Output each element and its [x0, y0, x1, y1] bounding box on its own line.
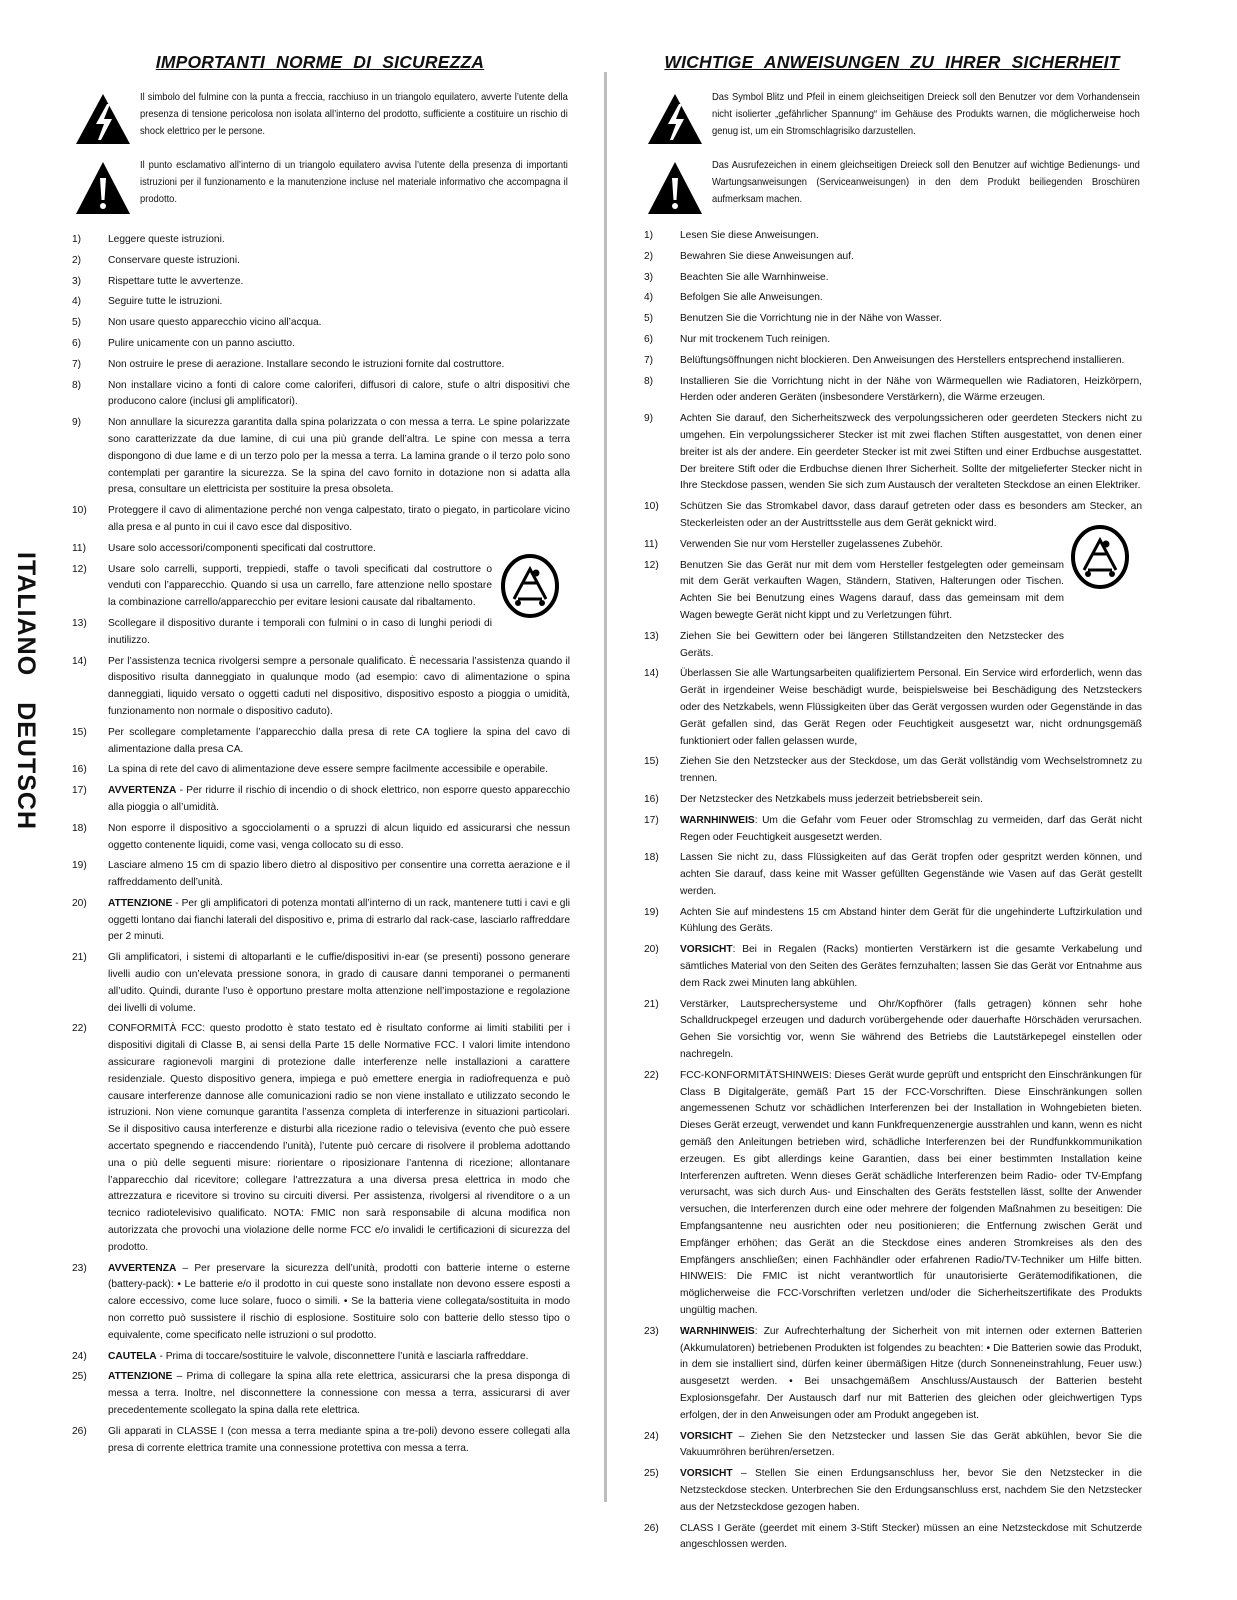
list-item [70, 950, 570, 1017]
item-text [108, 1021, 570, 1256]
italian-warning-lightning-text: Il simbolo del fulmine con la punta a freccia, racchiuso in un triangolo equilatero, avverte l’utente della presenza di tensione pericolosa non isolata all’interno del prodotto, sufficiente a costituire un rischio di shock elettrico per le persone. [140, 92, 568, 137]
item-body: Pulire unicamente con un panno asciutto. [108, 337, 295, 349]
item-body: Gli amplificatori, i sistemi di altoparlanti e le cuffie/dispositivi in-ear (se presenti) possono generare livelli audio con un’elevata pressione sonora, in grado di causare danni temporanei o permanenti all’udito. Quindi, durante l’uso è opportuno prestare molta attenzione nell’impostazione e regolazione dei livelli di volume. [108, 952, 570, 1014]
list-item [70, 762, 570, 779]
item-body: Non installare vicino a fonti di calore come caloriferi, diffusori di calore, stufe o altri dispositivi che producono calore (inclusi gli amplificatori). [108, 379, 570, 408]
item-number: 14) [72, 655, 87, 667]
item-text [108, 950, 570, 1017]
item-body: : Zur Aufrechterhaltung der Sicherheit von mit internen oder externen Batterien (Akkumulatoren) betriebenen Produkten ist folgendes zu beachten: • Die Batterien sowie das Produkt, in dem sie installiert sind, dürfen keiner übermäßigen Hitze (durch Sonneneinstrahlung, Feuer usw.) ausgesetzt werden. • Bei unsachgemäßem Anschluss/Austausch der Batterien besteht Explosionsgefahr. Der Austausch darf nur mit Batterien des gleichen oder gleichwertigen Typs erfolgen, der in den Anweisungen oder am Produkt angegeben ist. [680, 1325, 1142, 1421]
item-text [108, 896, 570, 946]
item-body: Benutzen Sie die Vorrichtung nie in der Nähe von Wasser. [680, 313, 942, 325]
list-item [642, 374, 1142, 408]
item-text [680, 411, 1142, 495]
item-body: FCC-KONFORMITÄTSHINWEIS: Dieses Gerät wurde geprüft und entspricht den Einschränkungen für Class B Digitalgeräte, gemäß Part 15 der FCC-Vorschriften. Diese Einschränkungen sollen angemessenen Schutz vor schädlichen Interferenzen bei der Installation in Wohngebieten bieten. Dieses Gerät erzeugt, verwendet und kann Funkfrequenzenergie ausstrahlen und kann, wenn es nicht gemäß den Anleitungen betrieben wird, schädliche Interferenzen bei der Rundfunkkommunikation erzeugen. Es gibt allerdings keine Garantien, dass bei einer bestimmten Installation keine Interferenzen auftreten. Wenn dieses Gerät schädliche Interferenzen beim Radio- oder TV-Empfang verursacht, was sich durch Aus- und Einschalten des Geräts feststellen lässt, sollte der Anwender versuchen, die Interferenzen durch eine oder mehrere der folgenden Maßnahmen zu beseitigen: Die Empfangsantenne neu ausrichten oder neu positionieren; die Entfernung zwischen Gerät und Empfänger erhöhen; das Gerät an die Steckdose eines anderen Stromkreises als den des Empfängers anschließen; einen Fachhändler oder erfahrenen Radio/TV-Techniker um Hilfe bitten. HINWEIS: Die FMIC ist nicht verantwortlich für unautorisierte Gerätemodifikationen, die möglicherweise die FCC-Vorschriften verletzen und/oder die Sicherheitszertifikate des Produkts ungültig machen. [680, 1069, 1143, 1317]
item-body: Verwenden Sie nur vom Hersteller zugelassenes Zubehör. [680, 538, 943, 550]
item-number: 5) [644, 313, 654, 325]
list-item [642, 332, 1142, 349]
list-item [70, 357, 570, 374]
item-text [680, 942, 1142, 992]
lightning-triangle-icon [74, 92, 132, 146]
item-body: Rispettare tutte le avvertenze. [108, 275, 244, 287]
list-item [642, 311, 1142, 328]
item-number: 12) [644, 559, 659, 571]
german-safety-list [642, 228, 1142, 1558]
item-body: Achten Sie darauf, den Sicherheitszweck des verpolungssicheren oder geerdeten Steckers nicht zu umgehen. Ein verpolungssicherer Stecker ist mit zwei flachen Stiften ausgestattet, von denen einer breiter ist als der andere. Ein geerdeter Stecker ist mit zwei Stiften und einer Erdbuchse ausgestattet. Der breitere Stift oder die Erdbuchse dienen Ihrer Sicherheit. Sollte der mitgelieferter Stecker nicht in Ihre Steckdose passen, wenden Sie sich zum Austausch der veralteten Steckdose an einen Elektriker. [680, 413, 1142, 492]
list-item [642, 666, 1142, 750]
item-number: 25) [644, 1468, 659, 1480]
list-item [70, 253, 570, 270]
item-text [108, 654, 570, 721]
item-number: 17) [644, 814, 659, 826]
item-number: 25) [72, 1371, 87, 1383]
item-body: Benutzen Sie das Gerät nur mit dem vom Hersteller festgelegten oder gemeinsam mit dem Gerät verkauften Wagen, Ständern, Stativen, Halterungen oder Tischen. Achten Sie bei Benutzung eines Wagens darauf, dass das gemeinsam mit dem Wagen bewegte Gerät nicht kippt und zu Verletzungen führt. [680, 559, 1064, 621]
item-body: Überlassen Sie alle Wartungsarbeiten qualifiziertem Personal. Ein Service wird erforderlich, wenn das Gerät in irgendeiner Weise beschädigt wurde, beispielsweise bei Beschädigung des Netzsteckers oder des Netzkabels, wenn Flüssigkeiten über das Gerät vergossen wurden oder Gegenstände in das Gerät gefallen sind, das Gerät Regen oder Feuchtigkeit ausgesetzt war, nicht ordnungsgemäß funktioniert oder fallen gelassen wurde, [680, 668, 1142, 747]
item-number: 20) [72, 897, 87, 909]
item-text [680, 1068, 1142, 1320]
item-number: 6) [72, 337, 82, 349]
item-body: Lasciare almeno 15 cm di spazio libero dietro al dispositivo per consentire una corretta aerazione e il raffreddamento dell’unità. [108, 860, 570, 889]
item-body: - Prima di toccare/sostituire le valvole, disconnettere l’unità e lasciarla raffreddare. [156, 1350, 529, 1362]
item-body: Non ostruire le prese di aerazione. Installare secondo le istruzioni fornite dal costruttore. [108, 358, 505, 370]
item-text [108, 562, 492, 612]
item-body: Non annullare la sicurezza garantita dalla spina polarizzata o con messa a terra. Le spine polarizzate sono caratterizzate da due lamine, di cui una più grande dell’altra. Le spine con messa a terra dispongono di due lame e di un terzo polo per la messa a terra. La lamina grande o il terzo polo sono contemplati per garantire la sicurezza. Se la spina del cavo fornito in dotazione non si adatta alla presa, consultare un elettricista per sostituire la presa obsoleta. [108, 417, 570, 496]
item-emphasis: WARNHINWEIS [680, 814, 755, 826]
item-body: Bewahren Sie diese Anweisungen auf. [680, 250, 854, 262]
list-item [642, 1324, 1142, 1425]
list-item [642, 1521, 1142, 1555]
italian-heading: IMPORTANTI NORME DI SICUREZZA [155, 52, 485, 72]
item-text [108, 274, 570, 291]
item-emphasis: AVVERTENZA [108, 785, 177, 797]
list-item [70, 503, 570, 537]
item-text [108, 232, 570, 249]
german-heading: WICHTIGE ANWEISUNGEN ZU IHRER SICHERHEIT [664, 52, 1120, 72]
item-text [680, 228, 1142, 245]
item-body: Installieren Sie die Vorrichtung nicht in der Nähe von Wärmequellen wie Radiatoren, Heizkörpern, Herden oder anderen Geräten (insbesondere Verstärkern), die Wärme erzeugen. [680, 375, 1142, 404]
list-item [642, 290, 1142, 307]
item-body: La spina di rete del cavo di alimentazione deve essere sempre facilmente accessibile e operabile. [108, 764, 549, 776]
item-body: Usare solo carrelli, supporti, treppiedi, staffe o tavoli specificati dal costruttore o venduti con l’apparecchio. Quando si usa un carrello, fare attenzione nello spostare la combinazione carrello/apparecchio per evitare lesioni causate dal ribaltamento. [108, 563, 492, 609]
item-text [108, 336, 570, 353]
item-body: – Prima di collegare la spina alla rete elettrica, assicurarsi che la presa disponga di messa a terra. Inoltre, nel disconnettere la connessione con messa a terra, assicurarsi di aver precedentemente scollegato la spina dalla rete elettrica. [108, 1371, 570, 1416]
item-number: 18) [72, 822, 87, 834]
item-text [108, 1424, 570, 1458]
list-item [642, 411, 1142, 495]
item-body: CLASS I Geräte (geerdet mit einem 3-Stift Stecker) müssen an eine Netzsteckdose mit Schutzerde angeschlossen werden. [680, 1522, 1142, 1551]
list-item [70, 858, 570, 892]
item-body: Per scollegare completamente l’apparecchio dalla presa di rete CA togliere la spina del cavo di alimentazione dalla presa CA. [108, 726, 570, 755]
list-item [70, 336, 570, 353]
item-body: Proteggere il cavo di alimentazione perché non venga calpestato, tirato o piegato, in particolare vicino alla presa e al punto in cui il cavo esce dal dispositivo. [108, 505, 570, 533]
item-text [108, 762, 570, 779]
item-body: : Bei in Regalen (Racks) montierten Verstärkern ist die gesamte Verkabelung und sämtliches Material von den Seiten des Gerätes fernzuhalten; lassen Sie das Gerät vor Entnahme aus dem Rack zwei Minuten lang abkühlen. [680, 944, 1142, 989]
item-text [680, 290, 1142, 307]
item-body: Gli apparati in CLASSE I (con messa a terra mediante spina a tre-poli) devono essere collegati alla presa di corrente elettrica tramite una connessione protettiva con messa a terra. [108, 1425, 570, 1454]
list-item [642, 905, 1142, 939]
item-text [108, 253, 570, 270]
item-text [680, 1429, 1142, 1463]
list-item [70, 896, 570, 946]
item-text [680, 499, 1142, 533]
language-label-deutsch: DEUTSCH [12, 702, 40, 831]
list-item [642, 997, 1142, 1064]
list-item [70, 315, 570, 332]
item-number: 26) [72, 1425, 87, 1437]
item-number: 8) [644, 375, 654, 387]
item-body: Ziehen Sie bei Gewittern oder bei längeren Stillstandzeiten den Netzstecker des Geräts. [680, 630, 1064, 659]
item-body: Conservare queste istruzioni. [108, 254, 240, 266]
italian-safety-list [70, 232, 570, 1461]
item-number: 1) [644, 230, 654, 241]
item-emphasis: WARNHINWEIS [680, 1325, 755, 1337]
german-warning-lightning [642, 90, 1142, 148]
list-item [70, 378, 570, 412]
list-item [642, 792, 1142, 809]
list-item [642, 850, 1142, 900]
exclamation-triangle-icon [646, 160, 704, 216]
item-number: 17) [72, 785, 87, 797]
list-item [70, 232, 570, 249]
item-number: 24) [72, 1350, 87, 1362]
item-number: 11) [72, 542, 86, 554]
item-number: 18) [644, 852, 659, 864]
item-body: Per l’assistenza tecnica rivolgersi sempre a personale qualificato. È necessaria l’assistenza quando il dispositivo risulta danneggiato in qualunque modo (ad esempio: cavo di alimentazione o spina danneggiati, liquido versato o oggetti caduti nel dispositivo, dispositivo esposto a pioggia o umidità, funzionamento non normale o dispositivo caduto). [108, 655, 570, 717]
item-text [108, 415, 570, 499]
item-number: 1) [72, 234, 82, 245]
list-item [642, 942, 1142, 992]
item-body: Beachten Sie alle Warnhinweise. [680, 271, 829, 283]
item-text [680, 311, 1142, 328]
list-item [642, 537, 1142, 554]
list-item [642, 813, 1142, 847]
item-text [680, 558, 1064, 625]
item-number: 9) [644, 413, 654, 425]
item-number: 16) [72, 764, 87, 776]
item-body: Leggere queste istruzioni. [108, 234, 225, 245]
language-label-italiano: ITALIANO [12, 552, 40, 677]
item-number: 19) [72, 860, 87, 872]
item-number: 22) [72, 1023, 87, 1035]
list-item [70, 1369, 570, 1419]
item-emphasis: VORSICHT [680, 944, 733, 956]
italian-warning-exclamation [70, 158, 570, 216]
list-item [70, 725, 570, 759]
item-text [680, 1521, 1142, 1555]
item-number: 7) [644, 354, 654, 366]
item-body: Befolgen Sie alle Anweisungen. [680, 292, 823, 304]
item-body: – Stellen Sie einen Erdungsanschluss her, bevor Sie den Netzstecker in die Netzsteckdose stecken. Unterbrechen Sie den Erdungsanschluss erst, nachdem Sie den Netzstecker aus der Netzsteckdose gezogen haben. [680, 1468, 1142, 1513]
item-emphasis: VORSICHT [680, 1430, 733, 1442]
item-emphasis: CAUTELA [108, 1350, 157, 1362]
item-body: Usare solo accessori/componenti specificati dal costruttore. [108, 542, 376, 554]
item-body: Lesen Sie diese Anweisungen. [680, 230, 819, 241]
list-item [642, 499, 1142, 533]
item-text [108, 616, 492, 650]
item-text [680, 997, 1142, 1064]
item-number: 10) [644, 501, 659, 513]
list-item [642, 558, 1142, 625]
list-item [642, 629, 1142, 663]
list-item [70, 821, 570, 855]
item-text [108, 541, 570, 558]
item-text [108, 821, 570, 855]
list-item [642, 353, 1142, 370]
list-item [70, 1021, 570, 1256]
item-text [108, 503, 570, 537]
item-text [680, 792, 1142, 809]
item-text [108, 1369, 570, 1419]
list-item [70, 1261, 570, 1345]
item-number: 4) [644, 292, 654, 304]
item-number: 3) [72, 275, 82, 287]
item-emphasis: AVVERTENZA [108, 1262, 177, 1274]
item-body: : Um die Gefahr vom Feuer oder Stromschlag zu vermeiden, darf das Gerät nicht Regen oder Feuchtigkeit ausgesetzt werden. [680, 814, 1142, 843]
item-number: 24) [644, 1430, 659, 1442]
item-text [680, 905, 1142, 939]
item-text [680, 374, 1142, 408]
item-body: – Per preservare la sicurezza dell’unità, prodotti con batterie interne o esterne (battery-pack): • Le batterie e/o il prodotto in cui queste sono installate non devono essere esposti a calore eccessivo, come luce solare, fuoco o simili. • Se la batteria viene collegata/sostituita in modo non corretto può sussistere il rischio di esplosione. Sostituire solo con batterie dello stesso tipo o equivalente, come specificato nelle istruzioni o sul prodotto. [108, 1262, 570, 1341]
item-text [680, 353, 1142, 370]
list-item [70, 294, 570, 311]
italian-warning-exclamation-text: Il punto esclamativo all’interno di un triangolo equilatero avvisa l’utente della presenza di importanti istruzioni per il funzionamento e la manutenzione incluse nel materiale informativo che accompagna il prodotto. [140, 160, 568, 205]
list-item [642, 1068, 1142, 1320]
item-number: 7) [72, 358, 82, 370]
german-warning-exclamation [642, 158, 1142, 216]
list-item [70, 1349, 570, 1366]
item-number: 21) [644, 998, 659, 1010]
list-item [70, 274, 570, 291]
item-body: - Per ridurre il rischio di incendio o di shock elettrico, non esporre questo apparecchio alla pioggia o all’umidità. [108, 785, 570, 813]
list-item [642, 1429, 1142, 1463]
item-text [680, 813, 1142, 847]
item-text [108, 378, 570, 412]
item-text [108, 1261, 570, 1345]
item-body: - Per gli amplificatori di potenza montati all’interno di un rack, mantenere tutti i cavi e gli oggetti lontano dai fianchi laterali del dispositivo e, prima di estrarlo dal rack-case, lasciarlo raffreddare per 2 minuti. [108, 897, 570, 943]
german-warning-lightning-text: Das Symbol Blitz und Pfeil in einem gleichseitigen Dreieck soll den Benutzer vor dem Vorhandensein nicht isolierter „gefährlicher Spannung“ im Gehäuse des Produkts warnen, die möglicherweise hoch genug ist, um ein Stromschlagrisiko darzustellen. [712, 92, 1140, 137]
item-body: Achten Sie auf mindestens 15 cm Abstand hinter dem Gerät für die ungehinderte Luftzirkulation und Kühlung des Geräts. [680, 906, 1142, 935]
item-body: Seguire tutte le istruzioni. [108, 296, 223, 308]
item-text [680, 850, 1142, 900]
item-number: 5) [72, 317, 82, 329]
item-text [108, 858, 570, 892]
item-text [680, 754, 1142, 788]
item-number: 10) [72, 505, 87, 517]
item-number: 11) [644, 538, 658, 550]
list-item [642, 270, 1142, 287]
italian-warning-lightning [70, 90, 570, 148]
item-text [680, 666, 1142, 750]
item-text [108, 725, 570, 759]
list-item [642, 754, 1142, 788]
list-item [70, 654, 570, 721]
list-item [642, 249, 1142, 266]
item-text [680, 249, 1142, 266]
list-item [70, 616, 570, 650]
item-body: Scollegare il dispositivo durante i temporali con fulmini o in caso di lunghi periodi di inutilizzo. [108, 617, 492, 646]
item-number: 16) [644, 793, 659, 805]
item-number: 3) [644, 271, 654, 283]
item-number: 12) [72, 563, 87, 575]
item-text [108, 315, 570, 332]
item-number: 23) [644, 1325, 659, 1337]
item-body: Der Netzstecker des Netzkabels muss jederzeit betriebsbereit sein. [680, 793, 983, 805]
list-item [70, 783, 570, 817]
item-body: Ziehen Sie den Netzstecker aus der Steckdose, um das Gerät vollständig vom Wechselstromnetz zu trennen. [680, 756, 1142, 785]
list-item [642, 1466, 1142, 1516]
item-body: Belüftungsöffnungen nicht blockieren. Den Anweisungen des Herstellers entsprechend installieren. [680, 354, 1125, 366]
list-item [642, 228, 1142, 245]
list-item [70, 1424, 570, 1458]
item-text [680, 537, 1142, 554]
item-body: Non esporre il dispositivo a sgocciolamenti o a spruzzi di alcun liquido ed assicurarsi che nessun oggetto contenente liquidi, come vasi, venga collocato su di esso. [108, 822, 570, 851]
item-text [680, 1324, 1142, 1425]
item-text [680, 629, 1064, 663]
language-side-label [11, 552, 40, 856]
item-body: Non usare questo apparecchio vicino all’acqua. [108, 317, 322, 329]
list-item [70, 562, 570, 612]
item-body: CONFORMITÀ FCC: questo prodotto è stato testato ed è risultato conforme ai limiti stabiliti per i dispositivi digitali di Classe B, ai sensi della Parte 15 delle Normative FCC. I valori limite intendono assicurare ragionevoli margini di protezione dalle interferenze nelle installazioni a carattere residenziale. Questo dispositivo genera, impiega e può emettere energia in radiofrequenza e può causare interferenze dannose alle comunicazioni radio se non viene installato e utilizzato secondo le istruzioni. Non viene comunque garantita l’assenza completa di interferenze in situazioni particolari. Se il dispositivo causa interferenze e disturbi alla ricezione radio o televisiva (evento che può essere accertato spegnendo e riaccendendo l’unità), l’utente può cercare di risolvere il problema adottando una o più delle seguenti misure: riorientare o riposizionare l’antenna di ricezione; allontanare l’apparecchio dal ricevitore; collegare l’attrezzatura a una diversa presa elettrica in modo che attrezzatura e ricevitore si trovino su circuiti diversi. Per assistenza, rivolgersi al rivenditore o a un tecnico radiotelevisivo qualificato. NOTA: FMIC non sarà responsabile di alcuna modifica non autorizzata che provochi una violazione delle norme FCC e/o invalidi le certificazioni di sicurezza del prodotto. [108, 1023, 570, 1253]
item-number: 23) [72, 1262, 87, 1274]
item-number: 20) [644, 944, 659, 956]
item-text [108, 294, 570, 311]
exclamation-triangle-icon [74, 160, 132, 216]
item-emphasis: ATTENZIONE [108, 1371, 173, 1383]
item-number: 14) [644, 668, 659, 680]
item-number: 15) [72, 726, 87, 738]
item-text [680, 270, 1142, 287]
item-number: 13) [72, 617, 87, 629]
item-body: Verstärker, Lautsprechersysteme und Ohr/Kopfhörer (falls getragen) können sehr hohe Schalldruckpegel erzeugen und dadurch vorübergehende oder dauerhafte Hörschäden verursachen. Gehen Sie vorsichtig vor, wenn Sie während des Betriebs die Lautstärkepegel einstellen oder nachregeln. [680, 998, 1142, 1061]
item-number: 13) [644, 630, 659, 642]
item-number: 22) [644, 1069, 659, 1081]
item-text [680, 332, 1142, 349]
lightning-triangle-icon [646, 92, 704, 146]
item-emphasis: VORSICHT [680, 1468, 733, 1480]
list-item [70, 541, 570, 558]
item-number: 26) [644, 1522, 659, 1534]
item-number: 2) [72, 254, 82, 266]
item-text [108, 357, 570, 374]
item-emphasis: ATTENZIONE [108, 897, 173, 909]
item-text [680, 1466, 1142, 1516]
item-number: 9) [72, 417, 82, 429]
item-number: 19) [644, 906, 659, 918]
item-text [108, 1349, 570, 1366]
item-number: 8) [72, 379, 82, 391]
german-warning-exclamation-text: Das Ausrufezeichen in einem gleichseitigen Dreieck soll den Benutzer auf wichtige Bedienungs- und Wartungsanweisungen (Serviceanweisungen) in den dem Produkt beiliegenden Broschüren aufmerksam machen. [712, 160, 1140, 205]
item-body: – Ziehen Sie den Netzstecker und lassen Sie das Gerät abkühlen, bevor Sie die Vakuumröhren berühren/ersetzen. [680, 1430, 1142, 1459]
item-body: Schützen Sie das Stromkabel davor, dass darauf getreten oder dass es besonders am Stecker, an Steckerleisten oder an der Austrittsstelle aus dem Gerät geknickt wird. [680, 501, 1142, 529]
item-body: Nur mit trockenem Tuch reinigen. [680, 333, 831, 345]
item-number: 4) [72, 296, 82, 308]
item-text [108, 783, 570, 817]
column-divider [604, 72, 607, 1502]
item-body: Lassen Sie nicht zu, dass Flüssigkeiten auf das Gerät tropfen oder gespritzt werden können, und achten Sie darauf, dass keine mit Wasser gefüllten Gegenstände wie Vasen auf das Gerät gestellt werden. [680, 852, 1142, 897]
item-number: 21) [72, 952, 87, 964]
item-number: 2) [644, 250, 654, 262]
item-number: 6) [644, 333, 654, 345]
item-number: 15) [644, 756, 659, 768]
list-item [70, 415, 570, 499]
